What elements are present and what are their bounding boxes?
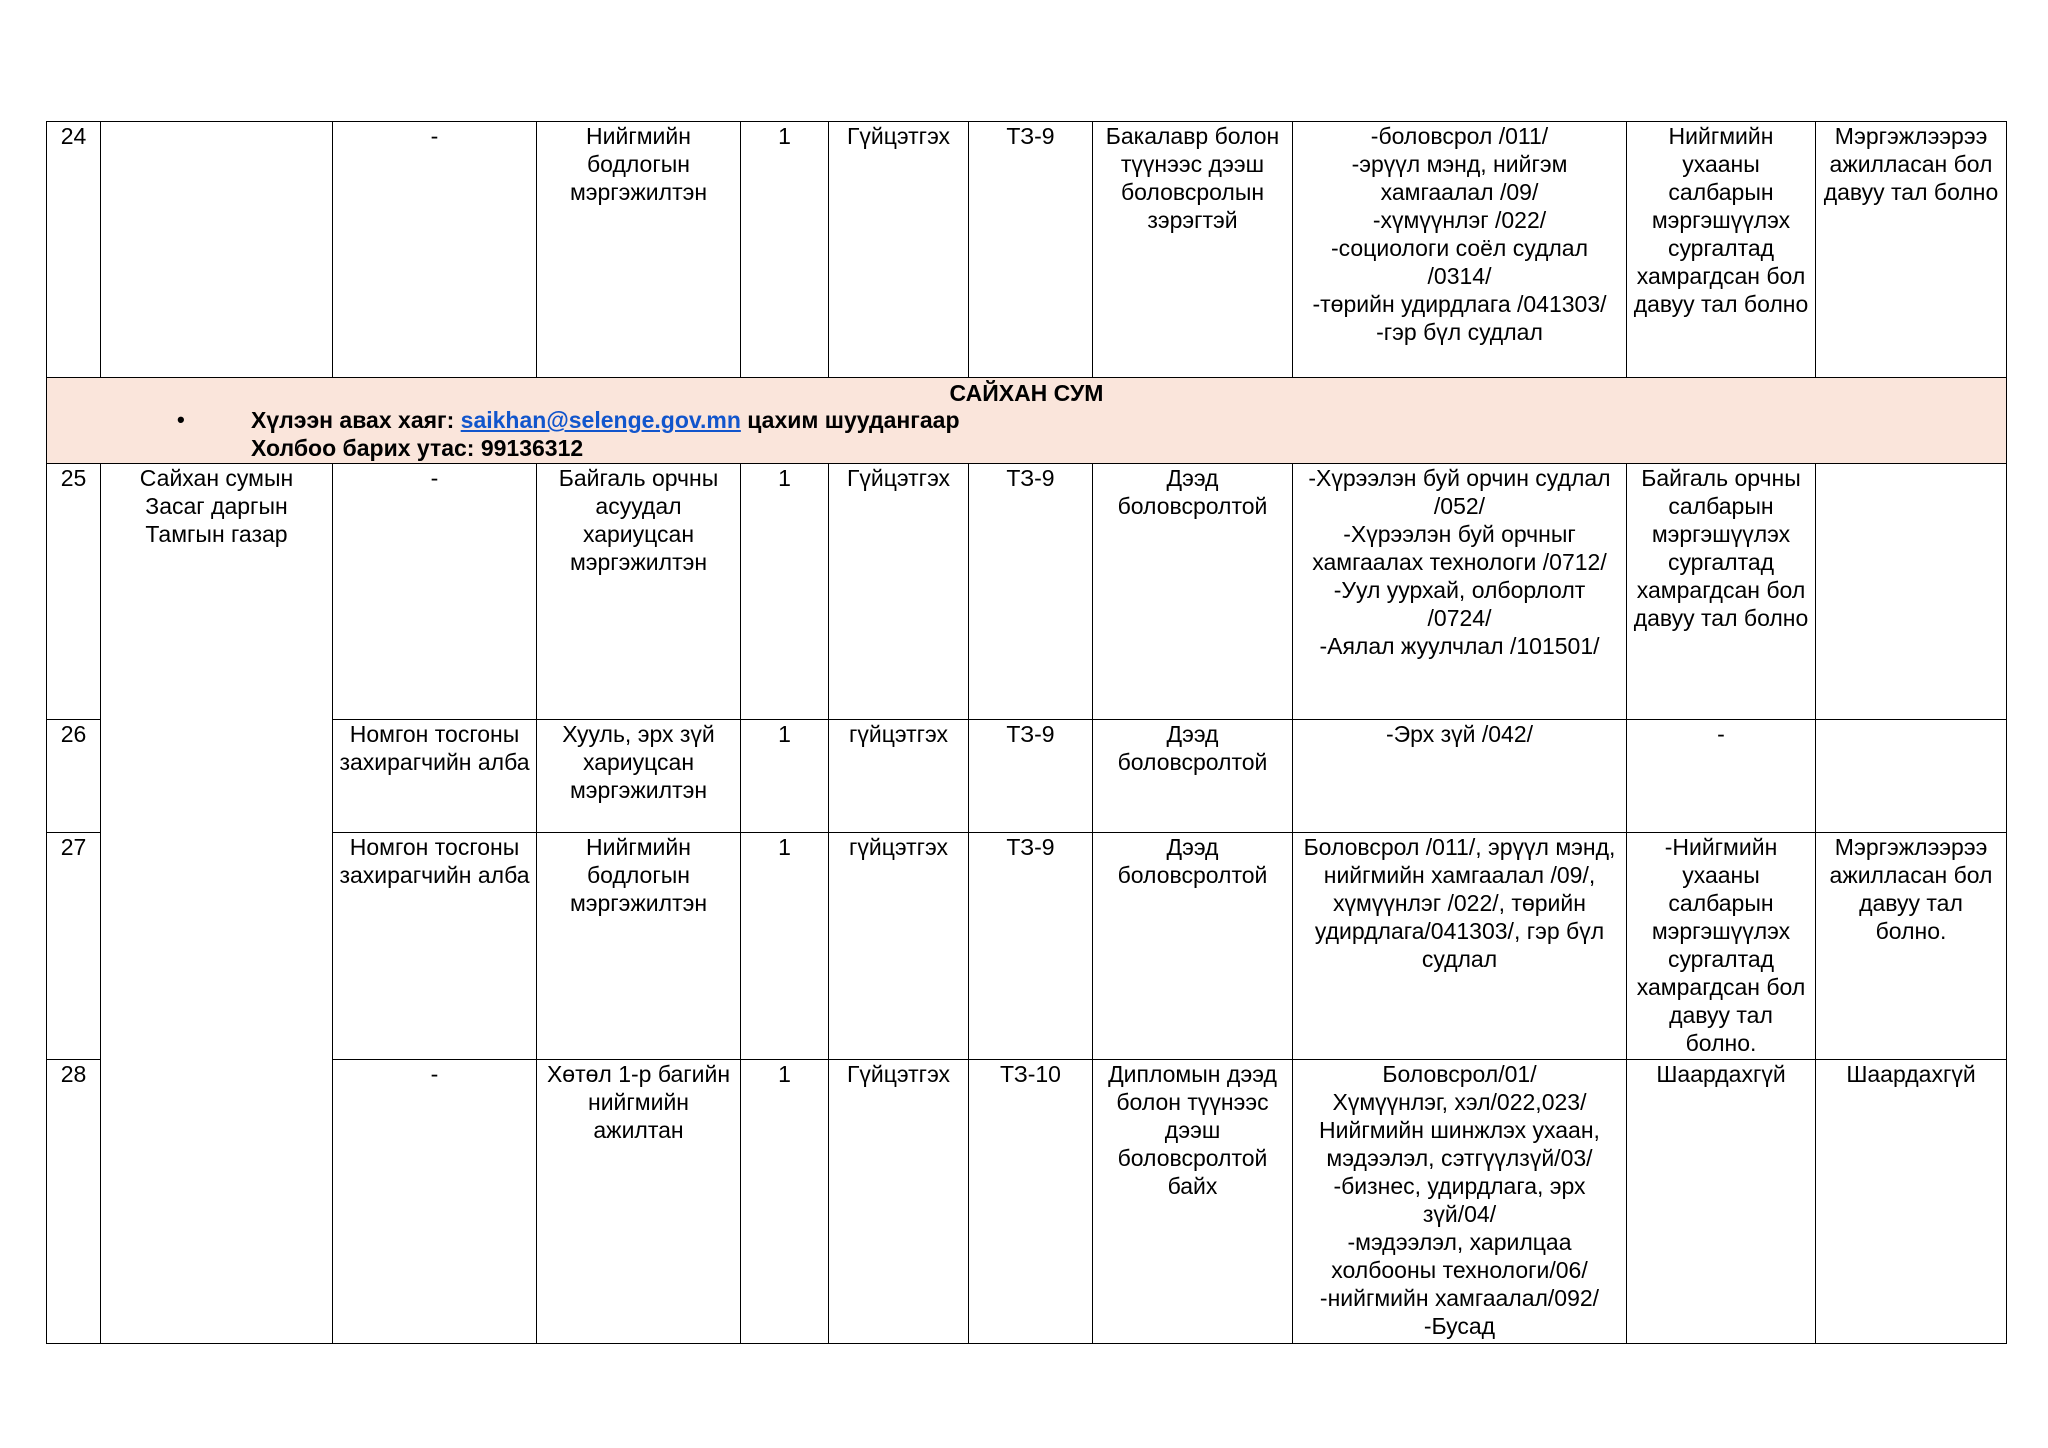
- experience-cell: [1816, 464, 2007, 720]
- education-cell: Дээд боловсролтой: [1093, 464, 1293, 720]
- type-cell: Гүйцэтгэх: [829, 122, 969, 378]
- education-cell: Дээд боловсролтой: [1093, 720, 1293, 833]
- training-cell: -: [1627, 720, 1816, 833]
- experience-cell: Мэргэжлээрээ ажилласан бол давуу тал болно.: [1816, 833, 2007, 1060]
- training-cell: Шаардахгүй: [1627, 1060, 1816, 1344]
- row-number: 24: [47, 122, 101, 378]
- unit-cell: [101, 122, 333, 378]
- merged-unit-cell: Сайхан сумын Засаг даргын Тамгын газар: [101, 464, 333, 1344]
- type-cell: Гүйцэтгэх: [829, 1060, 969, 1344]
- contact-suffix: цахим шуудангаар: [740, 407, 960, 433]
- count-cell: 1: [741, 720, 829, 833]
- education-cell: Дипломын дээд болон түүнээс дээш боловсролтой байх: [1093, 1060, 1293, 1344]
- contact-address: [47, 406, 2006, 434]
- profession-cell: Боловсрол/01/ Хүмүүнлэг, хэл/022,023/ Нийгмийн шинжлэх ухаан, мэдээлэл, сэтгүүлзүй/03/ -бизнес, удирдлага, эрх зүй/04/ -мэдээлэл, харилцаа холбооны технологи/06/ -нийгмийн хамгаалал/092/ -Бусад: [1293, 1060, 1627, 1344]
- department-cell: -: [333, 122, 537, 378]
- rank-cell: ТЗ-9: [969, 464, 1093, 720]
- row-number: 28: [47, 1060, 101, 1344]
- email-link[interactable]: saikhan@selenge.gov.mn: [460, 407, 741, 433]
- bullet-icon: •: [177, 407, 185, 432]
- position-cell: Нийгмийн бодлогын мэргэжилтэн: [537, 122, 741, 378]
- department-cell: Номгон тосгоны захирагчийн алба: [333, 720, 537, 833]
- training-cell: Нийгмийн ухааны салбарын мэргэшүүлэх сургалтад хамрагдсан бол давуу тал болно: [1627, 122, 1816, 378]
- section-title: САЙХАН СУМ: [949, 380, 1104, 406]
- education-cell: Бакалавр болон түүнээс дээш боловсролын зэрэгтэй: [1093, 122, 1293, 378]
- profession-cell: -Хүрээлэн буй орчин судлал /052/ -Хүрээлэн буй орчныг хамгаалах технологи /0712/ -Уул уурхай, олборлолт /0724/ -Аялал жуулчлал /101501/: [1293, 464, 1627, 720]
- type-cell: гүйцэтгэх: [829, 833, 969, 1060]
- row-number: 26: [47, 720, 101, 833]
- rank-cell: ТЗ-9: [969, 720, 1093, 833]
- experience-cell: Мэргэжлээрээ ажилласан бол давуу тал болно: [1816, 122, 2007, 378]
- rank-cell: ТЗ-10: [969, 1060, 1093, 1344]
- count-cell: 1: [741, 464, 829, 720]
- rank-cell: ТЗ-9: [969, 833, 1093, 1060]
- table-row: [47, 1060, 2007, 1344]
- table-row: [47, 720, 2007, 833]
- rank-cell: ТЗ-9: [969, 122, 1093, 378]
- position-cell: Нийгмийн бодлогын мэргэжилтэн: [537, 833, 741, 1060]
- position-cell: Хөтөл 1-р багийн нийгмийн ажилтан: [537, 1060, 741, 1344]
- experience-cell: Шаардахгүй: [1816, 1060, 2007, 1344]
- row-number: 25: [47, 464, 101, 720]
- count-cell: 1: [741, 833, 829, 1060]
- profession-cell: -Эрх зүй /042/: [1293, 720, 1627, 833]
- table-row: [47, 122, 2007, 378]
- experience-cell: [1816, 720, 2007, 833]
- profession-cell: Боловсрол /011/, эрүүл мэнд, нийгмийн хамгаалал /09/, хүмүүнлэг /022/, төрийн удирдлага/041303/, гэр бүл судлал: [1293, 833, 1627, 1060]
- type-cell: гүйцэтгэх: [829, 720, 969, 833]
- education-cell: Дээд боловсролтой: [1093, 833, 1293, 1060]
- vacancy-table: [46, 121, 2007, 1344]
- training-cell: -Нийгмийн ухааны салбарын мэргэшүүлэх сургалтад хамрагдсан бол давуу тал болно.: [1627, 833, 1816, 1060]
- profession-cell: -боловсрол /011/ -эрүүл мэнд, нийгэм хамгаалал /09/ -хүмүүнлэг /022/ -социологи соёл судлал /0314/ -төрийн удирдлага /041303/ -гэр бүл судлал: [1293, 122, 1627, 378]
- count-cell: 1: [741, 122, 829, 378]
- table-row: [47, 833, 2007, 1060]
- table-row: [47, 464, 2007, 720]
- position-cell: Хууль, эрх зүй хариуцсан мэргэжилтэн: [537, 720, 741, 833]
- department-cell: -: [333, 464, 537, 720]
- contact-prefix: Хүлээн авах хаяг:: [251, 407, 461, 433]
- count-cell: 1: [741, 1060, 829, 1344]
- section-header: [47, 378, 2007, 464]
- department-cell: -: [333, 1060, 537, 1344]
- type-cell: Гүйцэтгэх: [829, 464, 969, 720]
- row-number: 27: [47, 833, 101, 1060]
- contact-phone: Холбоо барих утас: 99136312: [251, 435, 584, 461]
- section-row: [47, 378, 2007, 464]
- position-cell: Байгаль орчны асуудал хариуцсан мэргэжилтэн: [537, 464, 741, 720]
- department-cell: Номгон тосгоны захирагчийн алба: [333, 833, 537, 1060]
- training-cell: Байгаль орчны салбарын мэргэшүүлэх сургалтад хамрагдсан бол давуу тал болно: [1627, 464, 1816, 720]
